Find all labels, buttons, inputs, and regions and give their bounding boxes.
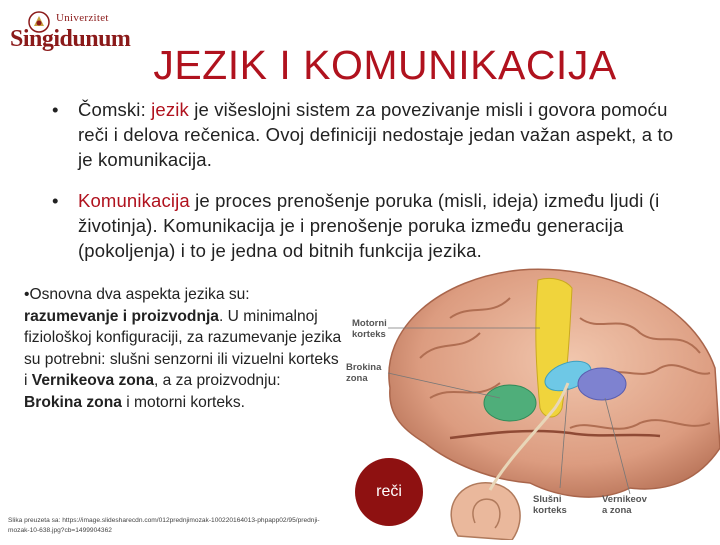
box-text-4: i motorni korteks. <box>121 393 245 411</box>
logo-text-university: Univerzitet <box>56 12 109 24</box>
bullet-komunikacija <box>52 188 692 263</box>
bullet-dot: • <box>52 99 59 120</box>
bullet1-intro: Čomski: <box>78 99 152 120</box>
language-aspects-text <box>24 284 342 414</box>
bullet1-text: je višeslojni sistem za povezivanje misli i govora pomoću reči i delova rečenica. Ovoj definiciji nedostaje jedan važan aspekt, a to je komunikacija. <box>78 99 674 170</box>
box-bold-brokina: Brokina zona <box>24 393 122 411</box>
slide-title: JEZIK I KOMUNIKACIJA <box>153 42 617 88</box>
box-text-3: , a za proizvodnju: <box>154 372 281 390</box>
box-text-1: •Osnovna dva aspekta jezika su: <box>24 286 250 303</box>
bullet2-term-komunikacija: Komunikacija <box>78 190 190 211</box>
box-bold-razumevanje: razumevanje i proizvodnja <box>24 307 219 325</box>
bullet-dot: • <box>52 190 59 211</box>
bullet-list <box>52 97 692 279</box>
label-motorni-korteks: Motorni korteks <box>352 318 387 340</box>
logo-text-name: Singidunum <box>10 26 131 52</box>
label-brokina-zona: Brokina zona <box>346 362 382 384</box>
bullet-chomsky <box>52 97 692 172</box>
label-slusni-korteks: Slušni korteks <box>533 494 567 516</box>
label-vernikeova-zona: Vernikeov a zona <box>602 494 647 516</box>
reci-badge: reči <box>355 458 423 526</box>
bullet1-term-jezik: jezik <box>151 99 189 120</box>
box-bold-vernikeova: Vernikeova zona <box>31 372 155 390</box>
image-source-caption: Slika preuzeta sa: https://image.slidesharecdn.com/012prednjimozak-100220164013-phpapp02/95/prednji-mozak-10-638.jpg?cb=1499904362 <box>8 517 320 534</box>
bullet2-text: je proces prenošenje poruka (misli, ideja) između ljudi (i životinja). Komunikacija je i prenošenje poruka između generacija (pokoljenja) i to je jedna od bitnih funkcija jezika. <box>78 190 660 261</box>
box-text-2: . U minimalnoj fiziološkoj konfiguraciji, za razumevanje jezika su potrebni: slušni senzorni ili vizuelni korteks i <box>24 307 342 390</box>
